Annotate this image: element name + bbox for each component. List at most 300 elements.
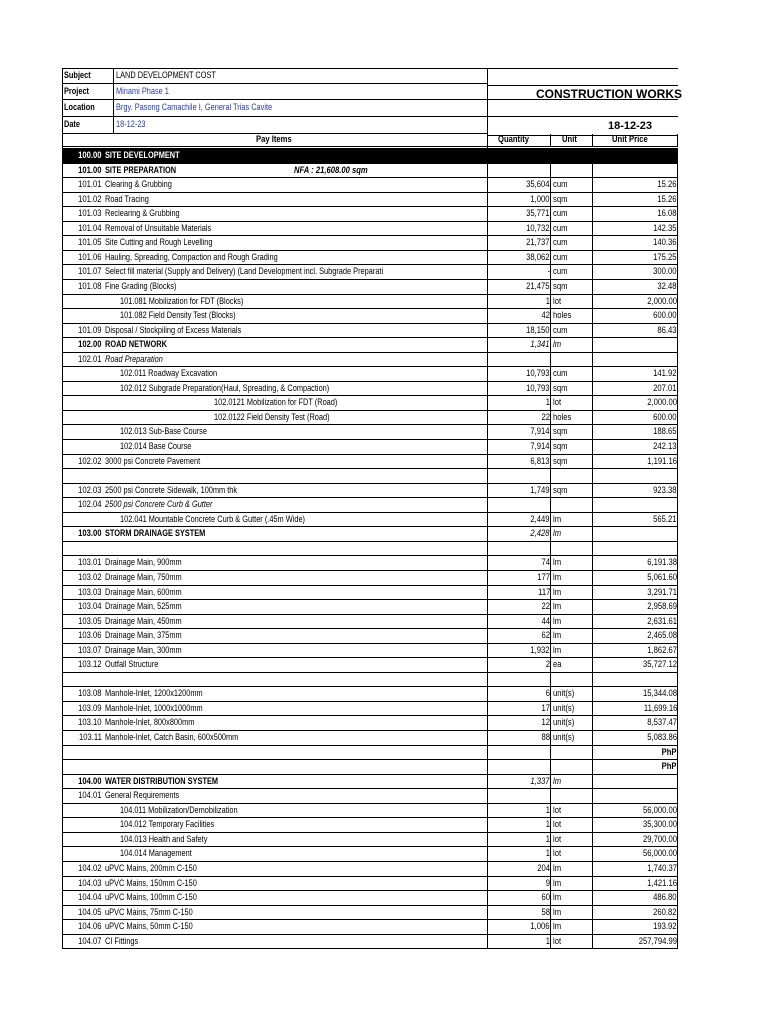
item-unit-price	[594, 279, 677, 293]
item-code	[62, 919, 102, 933]
item-code-text: 101.02	[78, 193, 102, 204]
item-quantity	[488, 570, 550, 584]
item-unit-price	[594, 730, 677, 744]
item-unit-price-text: 56,000.00	[642, 804, 677, 815]
item-quantity	[488, 861, 550, 875]
table-row	[62, 628, 678, 643]
item-quantity	[488, 832, 550, 846]
item-code	[62, 890, 102, 904]
item-code	[62, 701, 102, 715]
item-quantity	[488, 308, 550, 322]
item-description: General Requirements	[105, 790, 180, 801]
item-unit-text: unit(s)	[553, 688, 575, 699]
item-code-text: 103.04	[78, 601, 102, 612]
item-quantity	[488, 483, 550, 497]
item-unit-text: lm	[553, 557, 562, 568]
item-quantity	[488, 686, 550, 700]
subject-value: LAND DEVELOPMENT COST	[116, 70, 216, 80]
item-quantity-text: 44	[541, 615, 550, 626]
item-unit	[553, 264, 570, 278]
item-unit-text: ea	[553, 659, 562, 670]
table-row	[62, 206, 678, 221]
item-quantity	[488, 701, 550, 715]
table-row	[62, 439, 678, 454]
table-row	[62, 934, 678, 949]
item-code	[62, 148, 102, 162]
item-unit-price-text: 486.80	[653, 892, 677, 903]
item-description: 2500 psi Concrete Curb & Gutter	[105, 499, 213, 510]
item-description: Manhole-Inlet, 800x800mm	[105, 717, 195, 728]
item-quantity-text: 35,604	[526, 179, 550, 190]
item-unit-price-text: 175.25	[653, 251, 677, 262]
item-unit-price	[594, 686, 677, 700]
item-quantity-text: 1	[545, 848, 550, 859]
item-description: Manhole-Inlet, Catch Basin, 600x500mm	[105, 732, 239, 742]
item-unit-text: cum	[553, 208, 568, 219]
item-unit	[553, 599, 563, 613]
colhdr-vline-4	[677, 134, 678, 147]
table-row	[62, 614, 678, 629]
item-unit	[553, 643, 563, 657]
item-code	[62, 905, 102, 919]
item-unit-price	[594, 628, 677, 642]
item-unit-text: lm	[553, 513, 562, 524]
item-unit-price-text: 1,740.37	[647, 862, 677, 873]
item-description: CI Fittings	[105, 935, 139, 946]
table-row	[62, 905, 678, 920]
item-code	[62, 221, 102, 235]
item-quantity	[488, 264, 550, 278]
item-description: Road Tracing	[105, 193, 149, 204]
item-description: WATER DISTRIBUTION SYSTEM	[105, 775, 219, 786]
item-unit-price-text: 5,083.86	[647, 732, 677, 742]
item-quantity-text: 74	[541, 557, 550, 568]
item-description: Road Preparation	[105, 353, 163, 364]
item-unit-price-text: 2,000.00	[647, 295, 677, 306]
item-code-text: 104.03	[78, 877, 102, 888]
item-code-text: 104.06	[78, 921, 102, 932]
item-description: Drainage Main, 375mm	[105, 630, 182, 641]
item-unit-text: lm	[553, 571, 562, 582]
item-unit-price-text: 15.26	[657, 193, 677, 204]
location-label: Location	[64, 102, 95, 112]
item-description: 102.0121 Mobilization for FDT (Road)	[214, 397, 338, 408]
item-quantity	[488, 890, 550, 904]
table-row	[62, 308, 678, 323]
item-unit-price-text: 2,631.61	[647, 615, 677, 626]
item-description: 101.081 Mobilization for FDT (Blocks)	[120, 295, 244, 306]
item-quantity-text: 1	[545, 819, 550, 830]
table-row	[62, 235, 678, 250]
item-unit-price	[594, 395, 677, 409]
item-unit-price	[594, 585, 677, 599]
item-quantity-text: 1	[545, 397, 550, 408]
item-description: Hauling, Spreading, Compaction and Rough Grading	[105, 251, 278, 262]
item-quantity	[488, 628, 550, 642]
table-row	[62, 715, 678, 730]
item-unit-price	[594, 905, 677, 919]
item-quantity	[488, 395, 550, 409]
item-quantity-text: 10,793	[526, 382, 550, 393]
table-row	[62, 890, 678, 905]
subject-label: Subject	[64, 70, 91, 80]
item-code	[62, 526, 102, 540]
item-unit	[553, 424, 570, 438]
item-quantity	[488, 526, 550, 540]
date-value: 18-12-23	[116, 119, 146, 129]
item-quantity	[488, 206, 550, 220]
document-title: CONSTRUCTION WORKS	[536, 87, 682, 101]
item-code	[62, 876, 102, 890]
item-quantity	[488, 730, 550, 744]
item-code-text: 101.03	[78, 208, 102, 219]
item-code	[62, 279, 102, 293]
item-unit-price	[594, 483, 677, 497]
item-description: 102.014 Base Course	[120, 441, 192, 451]
item-unit-text: unit(s)	[553, 732, 575, 742]
item-unit	[553, 832, 563, 846]
item-description: 2500 psi Concrete Sidewalk, 100mm thk	[105, 484, 238, 495]
item-code-text: 101.05	[78, 237, 102, 248]
item-quantity-text: 9	[545, 877, 550, 888]
item-quantity-text: 117	[537, 586, 550, 597]
item-unit-price	[594, 934, 677, 948]
item-quantity	[488, 774, 550, 788]
table-row	[62, 526, 678, 541]
item-quantity	[488, 643, 550, 657]
item-quantity	[488, 614, 550, 628]
item-quantity-text: 58	[541, 906, 550, 917]
item-code-text: 101.09	[78, 324, 102, 335]
table-row	[62, 745, 678, 760]
table-row	[62, 381, 678, 396]
item-unit-text: holes	[553, 411, 572, 422]
table-row	[62, 803, 678, 818]
item-code-text: 103.12	[78, 659, 102, 670]
item-quantity-text: 10,793	[526, 368, 550, 379]
item-unit-price-text: 600.00	[653, 411, 677, 422]
project-value: Minami Phase 1	[116, 86, 169, 96]
item-quantity	[488, 337, 550, 351]
item-code	[62, 599, 102, 613]
table-row	[62, 686, 678, 701]
item-quantity	[488, 235, 550, 249]
item-unit-text: unit(s)	[553, 717, 575, 728]
table-row	[62, 294, 678, 309]
table-row	[62, 876, 678, 891]
item-unit-price-text: 5,061.60	[647, 571, 677, 582]
item-code-text: 101.06	[78, 251, 102, 262]
item-unit	[553, 570, 563, 584]
item-unit	[553, 934, 563, 948]
item-code	[62, 250, 102, 264]
item-code	[62, 643, 102, 657]
nfa-note: NFA : 21,608.00 sqm	[294, 164, 368, 175]
item-code-text: 103.01	[78, 557, 102, 568]
item-quantity-text: 1,000	[530, 193, 550, 204]
item-code	[62, 264, 102, 278]
item-unit-price	[594, 308, 677, 322]
item-code-text: 104.05	[78, 906, 102, 917]
item-quantity	[488, 294, 550, 308]
table-row	[62, 424, 678, 439]
item-code	[62, 774, 102, 788]
item-unit	[553, 381, 570, 395]
item-unit-price	[594, 803, 677, 817]
table-row	[62, 919, 678, 934]
table-row	[62, 323, 678, 338]
item-unit-text: cum	[553, 237, 568, 248]
item-unit-price-text: 300.00	[653, 266, 677, 277]
item-unit-text: lm	[553, 862, 562, 873]
item-unit-text: sqm	[553, 484, 568, 495]
item-unit	[553, 861, 563, 875]
item-description: ROAD NETWORK	[105, 339, 167, 350]
item-unit	[553, 512, 563, 526]
item-quantity	[488, 919, 550, 933]
item-quantity	[488, 657, 550, 671]
item-quantity-text: 12	[541, 717, 550, 728]
project-label: Project	[64, 86, 90, 96]
item-code	[62, 483, 102, 497]
table-row	[62, 832, 678, 847]
item-description: 104.012 Temporary Facilities	[120, 819, 215, 830]
item-quantity-text: 1	[545, 295, 550, 306]
item-unit-price-text: PhP	[662, 746, 677, 757]
column-header-row	[62, 134, 678, 147]
item-unit-price-text: 242.13	[653, 441, 677, 451]
item-code-text: 103.07	[78, 644, 102, 655]
item-unit-text: cum	[553, 368, 568, 379]
item-description: 102.041 Mountable Concrete Curb & Gutter (.45m Wide)	[120, 513, 306, 524]
table-row	[62, 454, 678, 469]
item-code	[62, 657, 102, 671]
item-unit-price-text: 86.43	[657, 324, 677, 335]
table-row	[62, 264, 678, 279]
item-code	[62, 861, 102, 875]
item-unit-price-text: 207.01	[653, 382, 677, 393]
item-unit-text: cum	[553, 179, 568, 190]
table-row	[62, 555, 678, 570]
item-quantity-text: 60	[541, 892, 550, 903]
item-code-text: 103.08	[78, 688, 102, 699]
item-unit	[553, 337, 563, 351]
item-unit-text: cum	[553, 324, 568, 335]
item-quantity-text: 62	[541, 630, 550, 641]
column-quantity: Quantity	[498, 134, 530, 144]
item-unit	[553, 614, 563, 628]
item-description: uPVC Mains, 200mm C-150	[105, 862, 197, 873]
item-unit	[553, 410, 575, 424]
item-unit	[553, 686, 578, 700]
item-description: Fine Grading (Blocks)	[105, 280, 177, 291]
item-unit-price	[594, 439, 677, 453]
item-unit-price	[594, 817, 677, 831]
table-row	[62, 512, 678, 527]
item-unit	[553, 177, 570, 191]
item-unit-price	[594, 861, 677, 875]
item-unit-price-text: 260.82	[653, 906, 677, 917]
item-quantity	[488, 323, 550, 337]
item-unit-text: lot	[553, 397, 562, 408]
item-unit-price-text: 15.26	[657, 179, 677, 190]
item-description: Clearing & Grubbing	[105, 179, 172, 190]
item-unit	[553, 439, 570, 453]
item-unit	[553, 192, 570, 206]
item-quantity	[488, 250, 550, 264]
item-quantity-text: 21,475	[526, 280, 550, 291]
item-code-text: 103.11	[79, 732, 102, 742]
item-unit-price	[594, 294, 677, 308]
item-quantity	[488, 410, 550, 424]
colhdr-vline-3	[592, 134, 593, 147]
table-row	[62, 337, 678, 352]
table-row	[62, 657, 678, 672]
item-unit-price	[594, 715, 677, 729]
item-unit-price	[594, 264, 677, 278]
table-row	[62, 250, 678, 265]
item-unit-price-text: 6,191.38	[647, 557, 677, 568]
item-unit-price	[594, 919, 677, 933]
item-code	[62, 715, 102, 729]
item-description: Drainage Main, 600mm	[105, 586, 182, 597]
item-unit	[553, 905, 563, 919]
item-description: Drainage Main, 900mm	[105, 557, 182, 568]
item-description: 102.013 Sub-Base Course	[120, 426, 207, 437]
item-unit-text: lm	[553, 775, 562, 786]
item-unit-price-text: 35,300.00	[642, 819, 677, 830]
item-description: uPVC Mains, 75mm C-150	[105, 906, 193, 917]
item-code-text: 102.04	[78, 499, 102, 510]
item-quantity	[488, 715, 550, 729]
item-unit-text: lot	[553, 935, 562, 946]
item-quantity	[488, 876, 550, 890]
item-quantity	[488, 177, 550, 191]
item-description: 101.082 Field Density Test (Blocks)	[120, 310, 236, 321]
item-unit-text: lm	[553, 630, 562, 641]
item-unit-price-text: 565.21	[653, 513, 677, 524]
item-unit-text: lot	[553, 295, 562, 306]
item-unit	[553, 206, 570, 220]
item-unit-price-text: 11,699.16	[643, 702, 677, 713]
item-unit	[553, 221, 570, 235]
item-description: 102.0122 Field Density Test (Road)	[214, 411, 330, 422]
item-quantity	[488, 439, 550, 453]
table-row	[62, 846, 678, 861]
item-quantity-text: 17	[541, 702, 550, 713]
item-code	[62, 206, 102, 220]
row-divider	[62, 948, 678, 949]
item-quantity	[488, 599, 550, 613]
item-description: 3000 psi Concrete Pavement	[105, 455, 201, 466]
table-row	[62, 817, 678, 832]
item-unit-price	[594, 846, 677, 860]
item-unit-price-text: 1,191.16	[647, 455, 677, 466]
column-divider	[62, 148, 63, 948]
item-unit-text: lot	[553, 804, 562, 815]
item-description: Reclearing & Grubbing	[105, 208, 180, 219]
date-right: 18-12-23	[608, 120, 653, 132]
item-code-text: 104.00	[78, 775, 102, 786]
column-header-bottom	[62, 146, 678, 147]
item-code-text: 101.01	[78, 179, 102, 190]
table-row	[62, 599, 678, 614]
item-description: STORM DRAINAGE SYSTEM	[105, 528, 206, 539]
item-quantity-text: 1	[545, 833, 550, 844]
item-unit	[553, 454, 570, 468]
table-row	[62, 352, 678, 367]
item-unit-price	[594, 235, 677, 249]
header-line-3	[62, 116, 678, 117]
item-code-text: 103.06	[78, 630, 102, 641]
item-quantity-text: 6,813	[530, 455, 550, 466]
item-unit-text: lm	[553, 921, 562, 932]
item-unit-price	[594, 570, 677, 584]
item-code-text: 102.02	[78, 455, 102, 466]
item-description: 102.011 Roadway Excavation	[120, 368, 218, 379]
item-unit	[553, 483, 570, 497]
item-unit-text: lm	[553, 906, 562, 917]
item-code	[62, 934, 102, 948]
table-row	[62, 483, 678, 498]
item-unit-price-text: 600.00	[653, 310, 677, 321]
item-unit-text: holes	[553, 310, 572, 321]
item-quantity-text: 88	[541, 732, 550, 742]
item-unit-price-text: 1,862.67	[647, 644, 677, 655]
item-code	[62, 337, 102, 351]
item-quantity-text: 10,732	[526, 222, 550, 233]
date-label: Date	[64, 119, 81, 129]
item-quantity	[488, 221, 550, 235]
item-unit-text: lm	[553, 877, 562, 888]
item-unit	[553, 366, 570, 380]
item-description: Removal of Unsuitable Materials	[105, 222, 212, 233]
table-row	[62, 701, 678, 716]
table-row	[62, 861, 678, 876]
column-divider	[487, 148, 488, 948]
item-unit	[553, 250, 570, 264]
item-description: uPVC Mains, 100mm C-150	[105, 892, 197, 903]
item-unit-text: cum	[553, 266, 568, 277]
item-unit-price-text: 1,421.16	[647, 877, 677, 888]
item-unit-text: cum	[553, 222, 568, 233]
item-unit	[553, 846, 563, 860]
item-code-text: 102.00	[78, 339, 102, 350]
item-unit	[553, 555, 563, 569]
item-quantity-text: 35,771	[526, 208, 550, 219]
item-unit-price-text: 15,344.08	[642, 688, 677, 699]
item-description: Manhole-Inlet, 1200x1200mm	[105, 688, 203, 699]
item-code	[62, 730, 102, 744]
item-unit-text: sqm	[553, 193, 568, 204]
item-code-text: 103.02	[78, 571, 102, 582]
item-quantity	[488, 905, 550, 919]
item-unit-price	[594, 454, 677, 468]
item-quantity	[488, 366, 550, 380]
item-unit-price	[594, 890, 677, 904]
table-row	[62, 788, 678, 803]
item-description: Drainage Main, 300mm	[105, 644, 182, 655]
item-code-text: 101.08	[78, 280, 102, 291]
item-quantity-text: 204	[537, 862, 550, 873]
item-code	[62, 352, 102, 366]
item-unit-text: sqm	[553, 441, 568, 451]
item-unit-price-text: 2,465.08	[647, 630, 677, 641]
item-unit	[553, 628, 563, 642]
item-unit-text: lm	[553, 586, 562, 597]
item-unit	[553, 715, 578, 729]
item-quantity-text: 2	[545, 659, 550, 670]
